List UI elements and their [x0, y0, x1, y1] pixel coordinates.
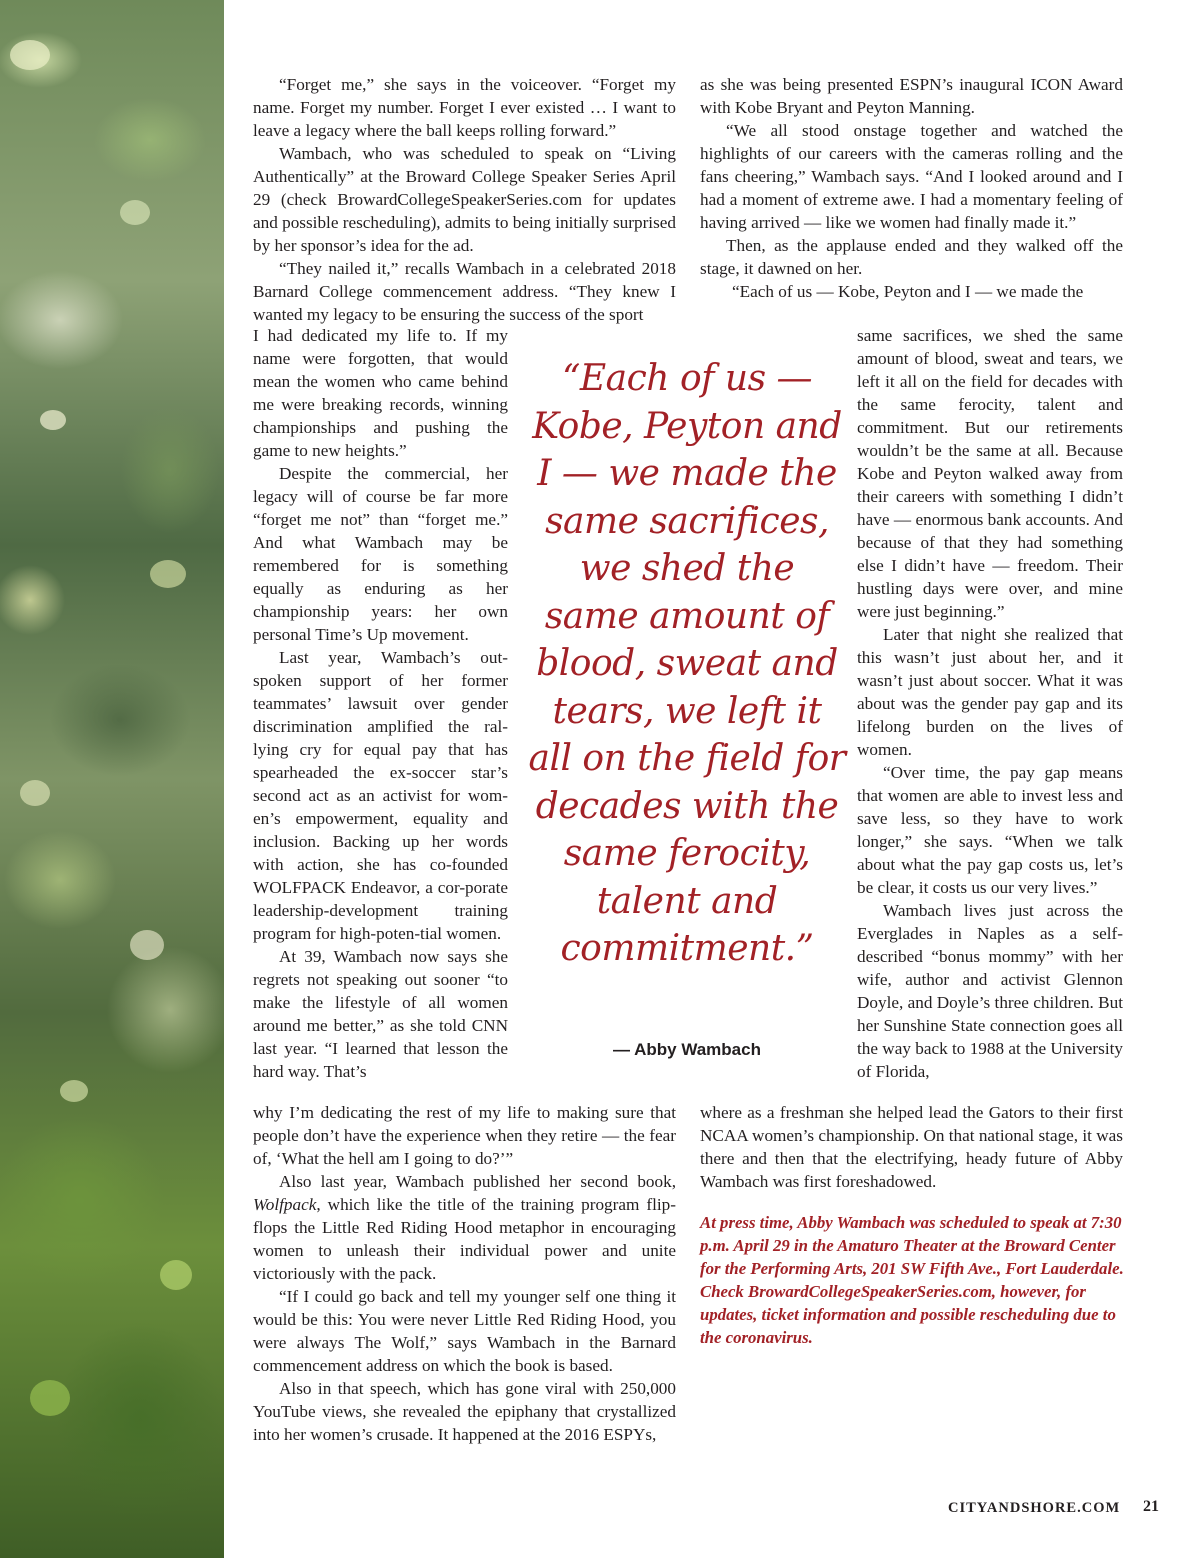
pull-quote-attribution: — Abby Wambach	[613, 1040, 761, 1059]
text-run: , which like the title of the training program flip-flops the Little Red Riding Hood metaphor in encouraging women to unleash their individual power and unite victoriously with the pack.	[253, 1195, 676, 1283]
paragraph: “Forget me,” she says in the voiceover. “Forget my name. Forget my number. Forget I ever existed … I want to leave a legacy where the ball keeps rolling forward.”	[253, 75, 676, 140]
paragraph: I had dedicated my life to. If my name were forgotten, that would mean the women who came behind me were breaking records, winning championships and pushing the game to new heights.”	[253, 326, 508, 460]
page-number: 21	[1143, 1498, 1159, 1515]
paragraph: why I’m dedicating the rest of my life to making sure that people don’t have the experience when they retire — the fear of, ‘What the hell am I going to do?’”	[253, 1103, 676, 1168]
left-column-bottom	[253, 1101, 676, 1446]
paragraph: “Each of us — Kobe, Peyton and I — we made the	[732, 282, 1084, 301]
left-column-narrow	[253, 324, 508, 1083]
text-run: Also last year, Wambach published her second book,	[279, 1172, 676, 1191]
book-title: Wolfpack	[253, 1195, 317, 1214]
press-time-note: At press time, Abby Wambach was scheduled to speak at 7:30 p.m. April 29 in the Amaturo Theater at the Broward Center for the Performing Arts, 201 SW Fifth Ave., Fort Lauderdale. Check BrowardCollegeSpeakerSeries.com, however, for updates, ticket information and possible rescheduling due to the coronavirus.	[700, 1213, 1124, 1347]
paragraph: where as a freshman she helped lead the Gators to their first NCAA women’s championship. On that national stage, it was there and then that the electrifying, heady future of Abby Wambach was first foreshadowed.	[700, 1103, 1123, 1191]
paragraph: At 39, Wambach now says she regrets not speaking out sooner “to make the lifestyle of all women around me better,” as she told CNN last year. “I learned that lesson the hard way. That’s	[253, 947, 508, 1081]
right-column-bottom	[700, 1101, 1123, 1193]
left-column-top	[253, 73, 676, 326]
paragraph: Wambach lives just across the Everglades in Naples as a self-described “bonus mommy” with her wife, author and activist Glennon Doyle, and Doyle’s three children. But her Sunshine State connection goes all the way back to 1988 at the University of Florida,	[857, 901, 1123, 1081]
paragraph	[253, 1170, 676, 1285]
paragraph: Then, as the applause ended and they walked off the stage, it dawned on her.	[700, 236, 1123, 278]
paragraph: Wambach, who was scheduled to speak on “Living Authentically” at the Broward College Speaker Series April 29 (check BrowardCollegeSpeakerSeries.com for updates and possible rescheduling), admits to being initially surprised by her sponsor’s idea for the ad.	[253, 144, 676, 255]
paragraph: Also in that speech, which has gone viral with 250,000 YouTube views, she revealed the epiphany that crystallized into her women’s crusade. It happened at the 2016 ESPYs,	[253, 1379, 676, 1444]
paragraph: “If I could go back and tell my younger self one thing it would be this: You were never Little Red Riding Hood, you were always The Wolf,” says Wambach in the Barnard commencement address on which the book is based.	[253, 1287, 676, 1375]
paragraph: Despite the commercial, her legacy will of course be far more “forget me not” than “forget me.” And what Wambach may be remembered for is something equally as enduring as her championship years: her own personal Time’s Up movement.	[253, 464, 508, 644]
right-column-top	[700, 73, 1123, 303]
paragraph: Later that night she realized that this wasn’t just about her, and it wasn’t just about soccer. What it was about was the gender pay gap and its lifelong burden on the lives of women.	[857, 625, 1123, 759]
paragraph: “We all stood onstage together and watched the highlights of our careers with the cameras rolling and the fans cheering,” Wambach says. “And I looked around and I had a moment of extreme awe. I had a momentary feeling of having arrived — like we women had finally made it.”	[700, 121, 1123, 232]
foliage-photo	[0, 0, 224, 1558]
paragraph: as she was being presented ESPN’s inaugural ICON Award with Kobe Bryant and Peyton Manning.	[700, 75, 1123, 117]
paragraph: same sacrifices, we shed the same amount of blood, sweat and tears, we left it all on the field for decades with the same ferocity, talent and commitment. But our retirements wouldn’t be the same at all. Because Kobe and Peyton walked away from their careers with something I didn’t have — enormous bank accounts. And because of that they had something else I didn’t have — freedom. Their hustling days were over, and mine were just beginning.”	[857, 326, 1123, 621]
paragraph: “Over time, the pay gap means that women are able to invest less and save less, so they have to work longer,” she says. “When we talk about what the pay gap costs us, let’s be clear, it costs us our very lives.”	[857, 763, 1123, 897]
footer-website: CITYANDSHORE.COM	[948, 1500, 1121, 1516]
pull-quote: “Each of us — Kobe, Peyton and I — we made the same sacrifices, we shed the same amount of blood, sweat and tears, we left it all on the field for decades with the same ferocity, talent and commitment.”	[528, 358, 846, 969]
paragraph: Last year, Wambach’s out-spoken support of her former teammates’ lawsuit over gender discrimination amplified the ral-lying cry for equal pay that has spearheaded the ex-soccer star’s second act as an activist for wom-en’s empowerment, equality and inclusion. Backing up her words with action, she has co-founded WOLFPACK Endeavor, a cor-porate leadership-development training program for high-poten-tial women.	[253, 648, 508, 943]
paragraph: “They nailed it,” recalls Wambach in a celebrated 2018 Barnard College commencement address. “They knew I wanted my legacy to be ensuring the success of the sport	[253, 259, 676, 324]
right-column-narrow	[857, 324, 1123, 1083]
